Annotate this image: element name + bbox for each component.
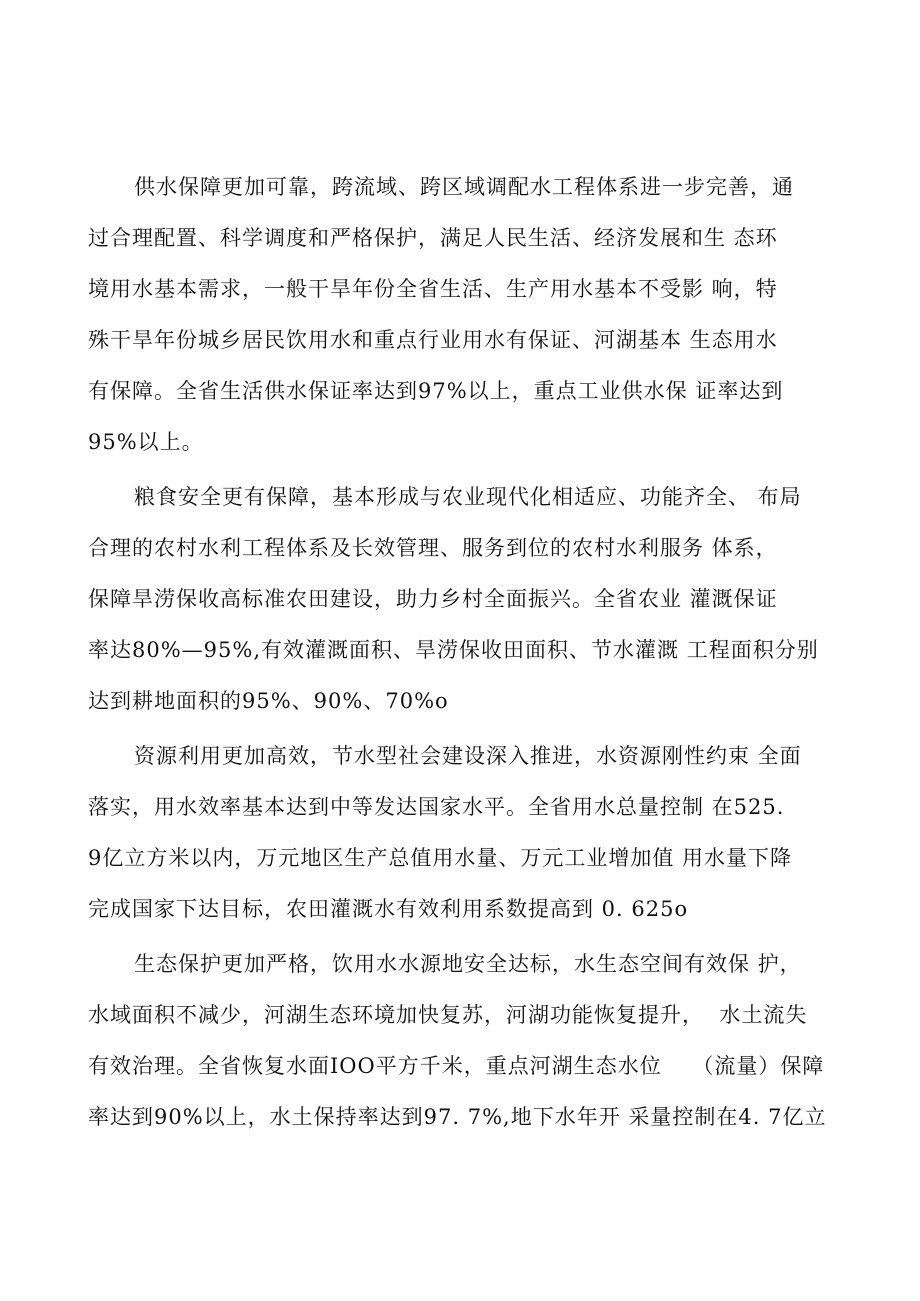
paragraph-1-line-1: 供水保障更加可靠，跨流域、跨区域调配水工程体系进一步完善，通 [134, 175, 794, 199]
paragraph-2-line-3: 保障旱涝保收高标准农田建设，助力乡村全面振兴。全省农业 灌溉保证 [88, 587, 778, 611]
paragraph-2-line-1: 粮食安全更有保障，基本形成与农业现代化相适应、功能齐全、 布局 [134, 485, 802, 509]
paragraph-3-line-2: 落实，用水效率基本达到中等发达国家水平。全省用水总量控制 在525. [88, 795, 785, 819]
paragraph-4-line-2: 水域面积不减少，河湖生态环境加快复苏，河湖功能恢复提升， 水土流失 [88, 1003, 808, 1027]
paragraph-1-line-3: 境用水基本需求，一般干旱年份全省生活、生产用水基本不受影 响，特 [88, 277, 778, 301]
paragraph-2-line-5: 达到耕地面积的95%、90%、70%o [88, 689, 449, 713]
paragraph-4-line-1: 生态保护更加严格，饮用水水源地安全达标，水生态空间有效保 护， [134, 952, 802, 976]
paragraph-3-line-1: 资源利用更加高效，节水型社会建设深入推进，水资源刚性约束 全面 [134, 744, 802, 768]
paragraph-2-line-2: 合理的农村水利工程体系及长效管理、服务到位的农村水利服务 体系， [88, 536, 778, 560]
paragraph-4-line-3: 有效治理。全省恢复水面IOO平方千米，重点河湖生态水位 （流量）保障 [88, 1054, 825, 1078]
paragraph-3-line-3: 9亿立方米以内，万元地区生产总值用水量、万元工业增加值 用水量下降 [88, 846, 793, 870]
paragraph-4-line-4: 率达到90%以上，水土保持率达到97. 7%,地下水年开 采量控制在4. 7亿立 [88, 1105, 827, 1129]
paragraph-1-line-5: 有保障。全省生活供水保证率达到97%以上，重点工业供水保 证率达到 [88, 379, 784, 403]
paragraph-1-line-6: 95%以上。 [88, 430, 204, 454]
paragraph-1-line-4: 殊干旱年份城乡居民饮用水和重点行业用水有保证、河湖基本 生态用水 [88, 328, 778, 352]
paragraph-1-line-2: 过合理配置、科学调度和严格保护，满足人民生活、经济发展和生 态环 [88, 226, 778, 250]
paragraph-2-line-4: 率达80%—95%,有效灌溉面积、旱涝保收田面积、节水灌溉 工程面积分别 [88, 638, 819, 662]
paragraph-3-line-4: 完成国家下达目标，农田灌溉水有效利用系数提高到 0. 625o [88, 897, 689, 921]
